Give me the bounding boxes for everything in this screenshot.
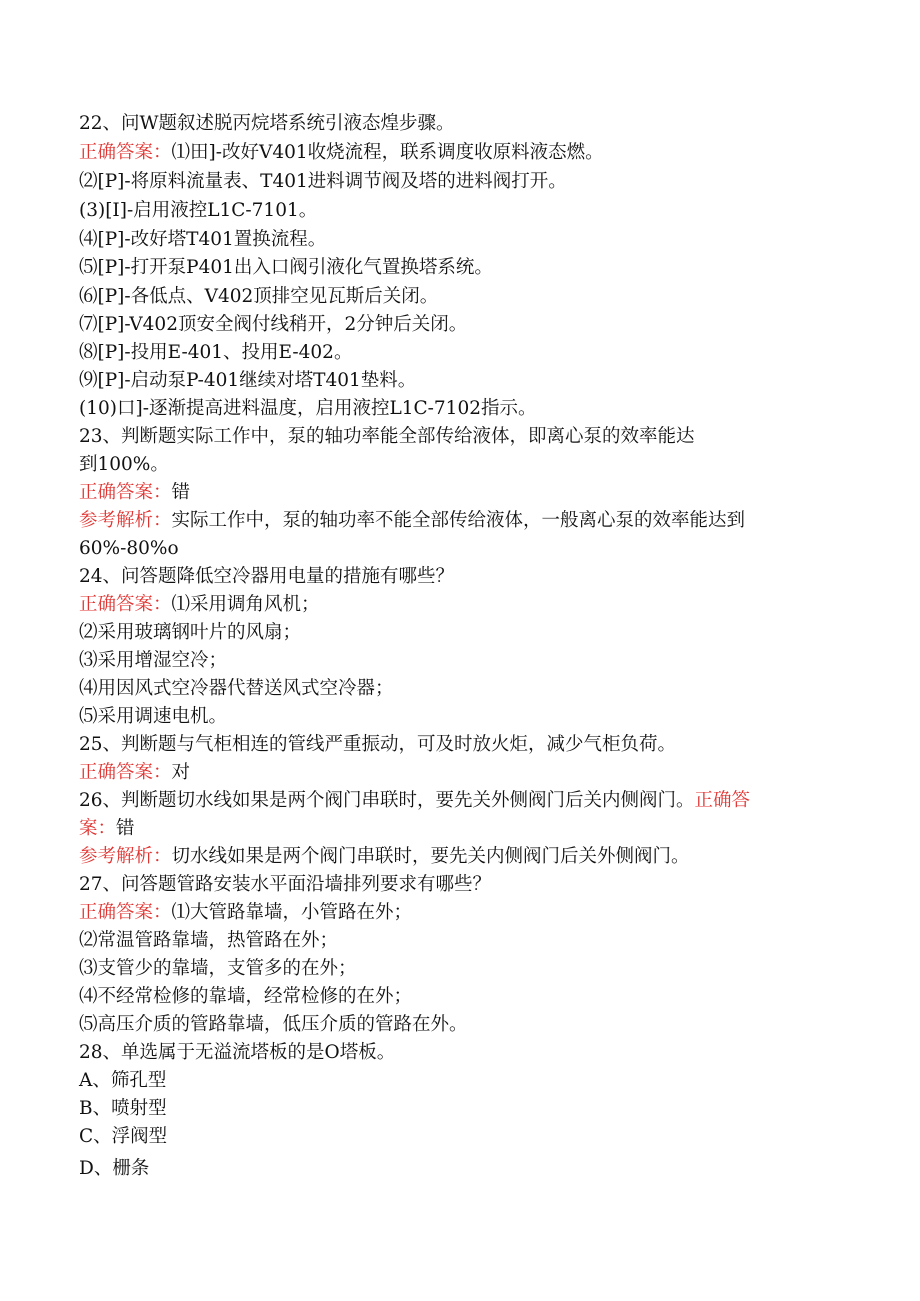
q27-step-2: ⑵常温管路靠墙，热管路在外； [79, 930, 339, 951]
q26-question: 26、判断题切水线如果是两个阀门串联时，要先关外侧阀门后关内侧阀门。 [79, 790, 695, 811]
q22-step-4: ⑷[P]-改好塔T401置换流程。 [79, 229, 327, 250]
q28-option-d: D、栅条 [79, 1158, 150, 1179]
answer-label-part-1: 正确答 [694, 790, 751, 811]
q22-step-9: ⑼[P]-启动泵P-401继续对塔T401垫料。 [79, 370, 417, 391]
analysis-label: 参考解析： [79, 510, 172, 531]
q27-step-5: ⑸高压介质的管路靠墙，低压介质的管路在外。 [79, 1014, 468, 1035]
q22-step-8: ⑻[P]-投用E-401、投用E-402。 [79, 342, 353, 363]
q28-option-b: B、喷射型 [79, 1098, 167, 1119]
answer-label: 正确答案： [79, 142, 172, 163]
q25-answer-line [79, 759, 190, 786]
answer-label: 正确答案： [79, 762, 172, 783]
q22-answer-step-1: ⑴田]-改好V401收烧流程，联系调度收原料液态燃。 [171, 142, 604, 163]
q26-answer: 错 [116, 818, 135, 839]
q27-answer-step-1: ⑴大管路靠墙，小管路在外； [171, 902, 413, 923]
q26-analysis-text: 切水线如果是两个阀门串联时，要先关内侧阀门后关外侧阀门。 [171, 846, 690, 867]
q28-question: 28、单选属于无溢流塔板的是O塔板。 [79, 1042, 396, 1063]
q22-question: 22、问W题叙述脱丙烷塔系统引液态煌步骤。 [79, 113, 455, 134]
q24-answer-line [79, 591, 320, 618]
q24-question: 24、问答题降低空冷器用电量的措施有哪些？ [79, 566, 455, 587]
q23-question-line-1: 23、判断题实际工作中，泵的轴功率能全部传给液体，即离心泵的效率能达 [79, 426, 695, 447]
q24-step-3: ⑶采用增湿空冷； [79, 650, 228, 671]
q24-step-4: ⑷用因风式空冷器代替送风式空冷器； [79, 678, 394, 699]
q22-answer-line [79, 139, 604, 166]
q24-answer-step-1: ⑴采用调角风机； [171, 594, 320, 615]
q25-answer: 对 [171, 762, 191, 783]
answer-label: 正确答案： [79, 482, 172, 503]
q27-answer-line [79, 899, 412, 926]
q24-step-2: ⑵采用玻璃钢叶片的风扇； [79, 622, 302, 643]
q26-analysis-line [79, 843, 690, 870]
q22-step-10: (10)口]-逐渐提高进料温度，启用液控L1C-7102指示。 [79, 398, 537, 419]
answer-label: 正确答案： [79, 594, 172, 615]
answer-label: 正确答案： [79, 902, 172, 923]
q22-step-5: ⑸[P]-打开泵P401出入口阀引液化气置换塔系统。 [79, 257, 493, 278]
q23-analysis-line-2: 60%-80%o [79, 538, 179, 559]
q22-step-3: (3)[I]-启用液控L1C-7101。 [79, 200, 318, 221]
q24-step-5: ⑸采用调速电机。 [79, 706, 228, 727]
q28-option-c: C、浮阀型 [79, 1126, 168, 1147]
q23-answer-line [79, 479, 190, 506]
q28-option-a: A、筛孔型 [79, 1070, 167, 1091]
q23-question-line-2: 到100%。 [79, 454, 169, 475]
answer-label-part-2: 案： [79, 818, 117, 839]
q22-step-2: ⑵[P]-将原料流量表、T401进料调节阀及塔的进料阀打开。 [79, 171, 567, 192]
analysis-label: 参考解析： [79, 846, 172, 867]
q22-step-7: ⑺[P]-V402顶安全阀付线稍开，2分钟后关闭。 [79, 314, 468, 335]
q22-step-6: ⑹[P]-各低点、V402顶排空见瓦斯后关闭。 [79, 286, 439, 307]
q26-answer-line [79, 815, 135, 842]
q23-analysis-text: 实际工作中，泵的轴功率不能全部传给液体，一般离心泵的效率能达到 [171, 510, 746, 531]
q27-step-3: ⑶支管少的靠墙，支管多的在外； [79, 958, 357, 979]
q26-question-line [79, 787, 750, 814]
q25-question: 25、判断题与气柜相连的管线严重振动，可及时放火炬，减少气柜负荷。 [79, 734, 677, 755]
q27-question: 27、问答题管路安装水平面沿墙排列要求有哪些？ [79, 874, 492, 895]
q23-answer: 错 [171, 482, 191, 503]
q27-step-4: ⑷不经常检修的靠墙，经常检修的在外； [79, 986, 413, 1007]
q23-analysis-line [79, 507, 745, 534]
